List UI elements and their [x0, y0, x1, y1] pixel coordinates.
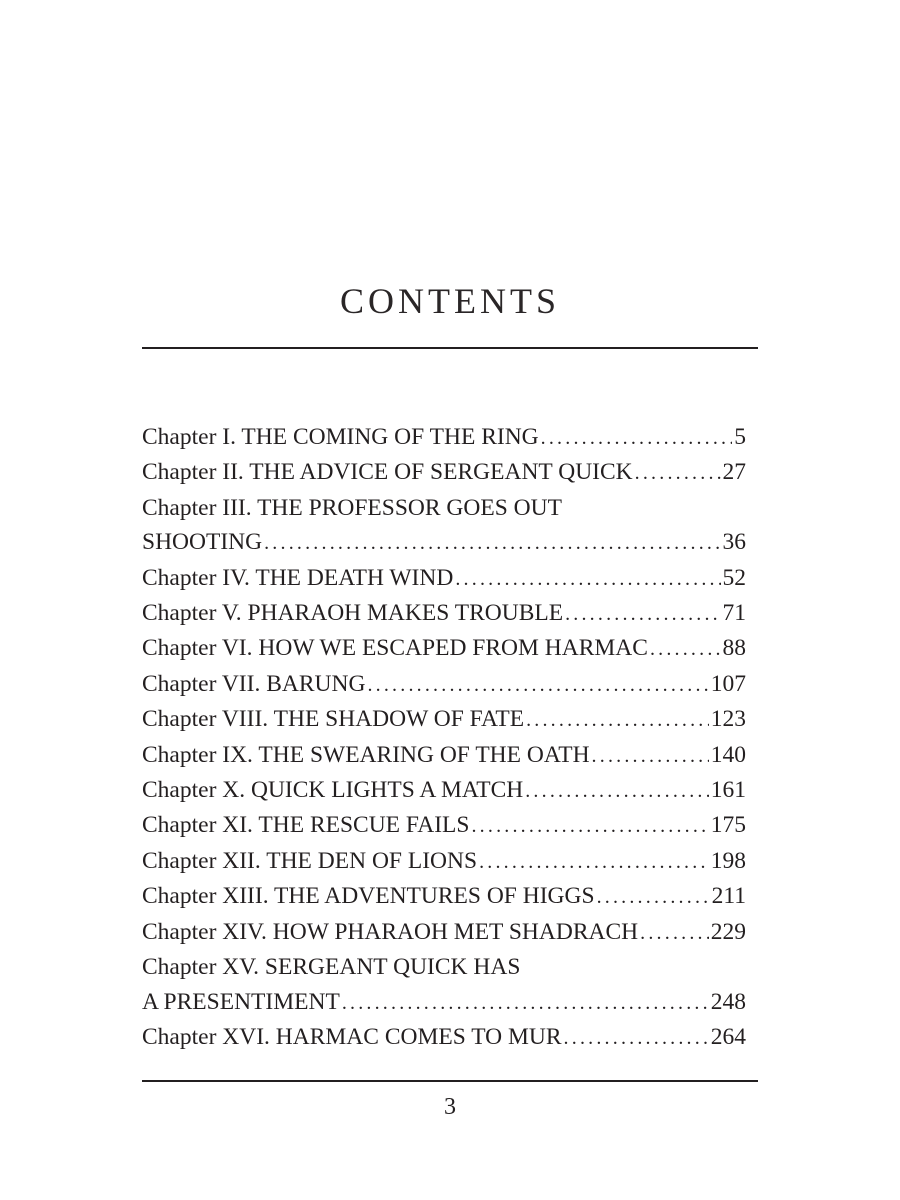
toc-entry-label: Chapter XIV. HOW PHARAOH MET SHADRACH [142, 918, 639, 945]
dot-leader [592, 739, 709, 773]
toc-entry[interactable] [142, 596, 746, 631]
dot-leader [597, 880, 710, 914]
toc-entry-page: 36 [722, 529, 746, 556]
toc-entry-label: Chapter XII. THE DEN OF LIONS [142, 847, 478, 874]
toc-entry-label: Chapter V. PHARAOH MAKES TROUBLE [142, 600, 564, 627]
dot-leader [650, 632, 721, 666]
dot-leader [264, 526, 720, 560]
toc-entry-label: A PRESENTIMENT [142, 988, 340, 1015]
dot-leader [479, 845, 709, 879]
bottom-divider [142, 1080, 758, 1082]
toc-entry[interactable] [142, 1020, 746, 1055]
toc-entry-label-line1: Chapter XV. SERGEANT QUICK HAS [142, 954, 521, 981]
page-title: CONTENTS [340, 281, 560, 321]
toc-entry[interactable] [142, 950, 746, 1020]
dot-leader [640, 916, 709, 950]
table-of-contents [142, 420, 746, 1055]
toc-entry[interactable] [142, 491, 746, 561]
toc-entry-page: 5 [734, 424, 746, 450]
toc-entry-page: 161 [710, 777, 746, 804]
toc-entry-label: Chapter IX. THE SWEARING OF THE OATH [142, 741, 590, 768]
dot-leader [635, 456, 721, 490]
toc-entry-label-line1: Chapter III. THE PROFESSOR GOES OUT [142, 494, 562, 521]
toc-entry-label: Chapter X. QUICK LIGHTS A MATCH [142, 777, 524, 804]
toc-entry[interactable] [142, 631, 746, 666]
dot-leader [565, 597, 720, 631]
toc-entry[interactable] [142, 738, 746, 773]
toc-entry-label: Chapter XIII. THE ADVENTURES OF HIGGS [142, 883, 595, 910]
dot-leader [526, 703, 709, 737]
page-number: 3 [444, 1094, 456, 1120]
toc-entry-label: Chapter VI. HOW WE ESCAPED FROM HARMAC [142, 635, 648, 662]
toc-entry-label: Chapter VIII. THE SHADOW OF FATE [142, 706, 525, 733]
toc-entry-page: 107 [710, 670, 746, 697]
toc-entry-page: 71 [722, 600, 746, 627]
dot-leader [541, 421, 733, 455]
toc-entry[interactable] [142, 561, 746, 596]
toc-entry[interactable] [142, 773, 746, 808]
toc-entry-page: 211 [711, 883, 746, 910]
toc-entry-label: SHOOTING [142, 529, 263, 556]
toc-entry-page: 88 [722, 635, 746, 662]
toc-entry-page: 27 [722, 459, 746, 486]
top-divider [142, 347, 758, 349]
toc-entry[interactable] [142, 879, 746, 914]
dot-leader [342, 986, 709, 1020]
toc-entry[interactable] [142, 808, 746, 843]
toc-entry[interactable] [142, 455, 746, 490]
toc-entry-label: Chapter II. THE ADVICE OF SERGEANT QUICK [142, 459, 633, 486]
dot-leader [471, 809, 708, 843]
toc-entry[interactable] [142, 667, 746, 702]
toc-entry-page: 248 [710, 988, 746, 1015]
toc-entry-label: Chapter XVI. HARMAC COMES TO MUR [142, 1023, 562, 1050]
dot-leader [525, 774, 709, 808]
toc-entry-page: 229 [710, 918, 746, 945]
dot-leader [564, 1021, 709, 1055]
toc-entry[interactable] [142, 702, 746, 737]
toc-entry[interactable] [142, 420, 746, 455]
toc-entry-label: Chapter VII. BARUNG [142, 670, 366, 697]
toc-entry-page: 123 [710, 706, 746, 733]
toc-entry[interactable] [142, 915, 746, 950]
toc-entry-page: 175 [710, 812, 746, 839]
toc-entry-label: Chapter IV. THE DEATH WIND [142, 564, 454, 591]
toc-entry-page: 198 [710, 847, 746, 874]
toc-entry-label: Chapter I. THE COMING OF THE RING [142, 424, 539, 450]
dot-leader [367, 668, 708, 702]
toc-entry-label: Chapter XI. THE RESCUE FAILS [142, 812, 470, 839]
toc-entry-page: 140 [710, 741, 746, 768]
toc-entry[interactable] [142, 844, 746, 879]
toc-entry-page: 52 [722, 564, 746, 591]
dot-leader [455, 562, 720, 596]
toc-entry-page: 264 [710, 1023, 746, 1050]
